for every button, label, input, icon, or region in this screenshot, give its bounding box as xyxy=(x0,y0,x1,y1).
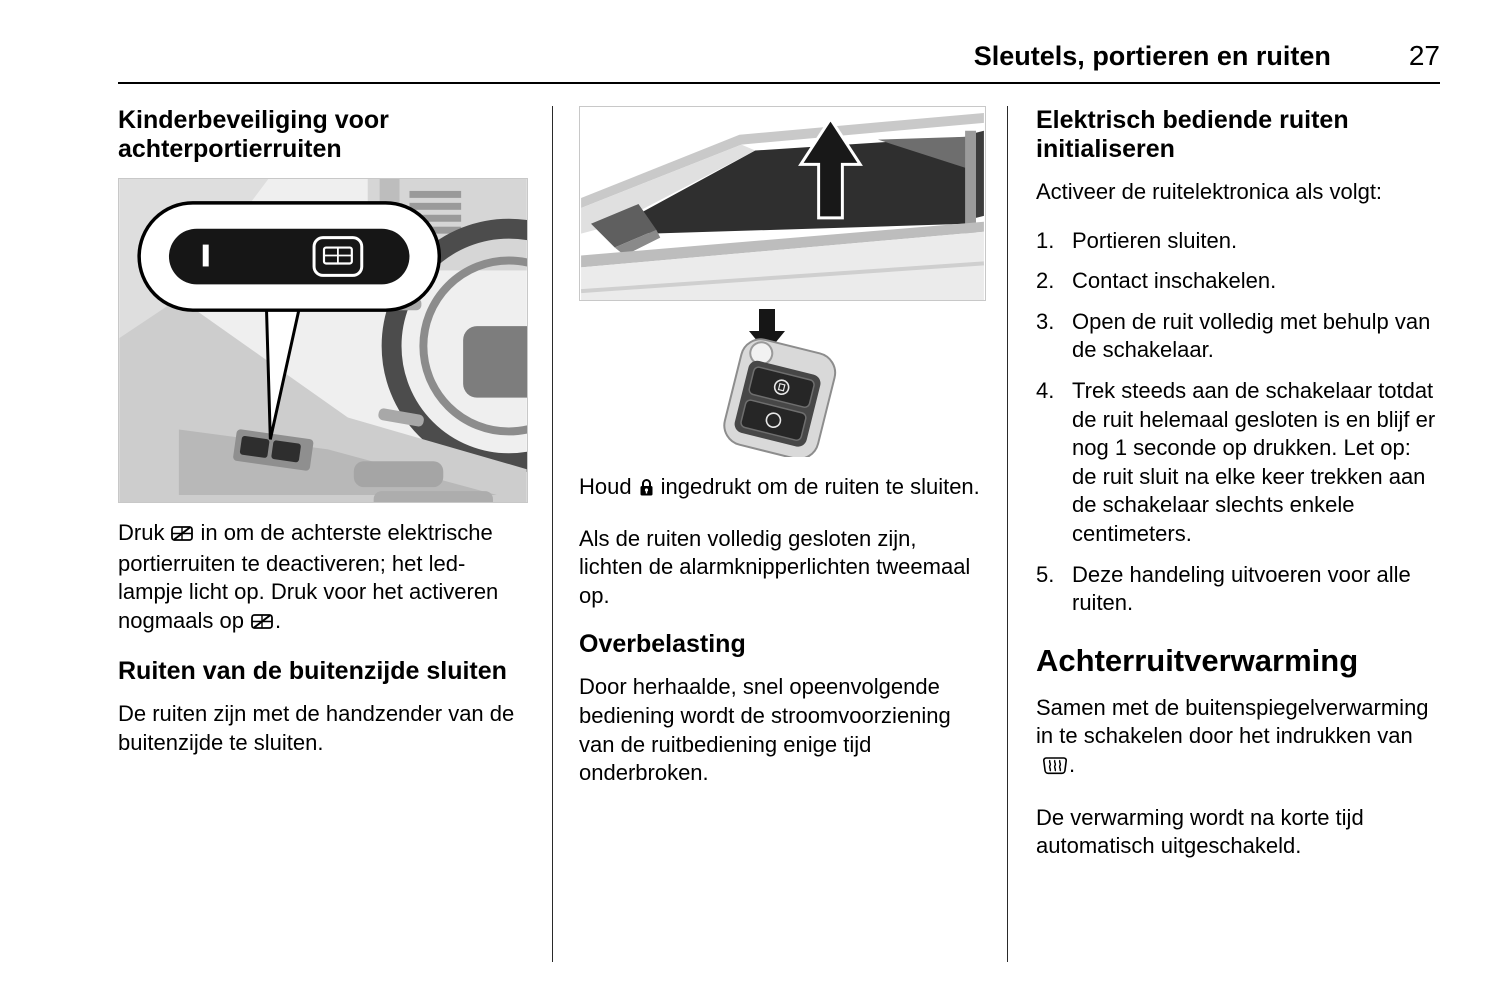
chapter-title: Sleutels, portieren en ruiten xyxy=(973,41,1331,71)
step-text: Trek steeds aan de schakelaar totdat de ruit helemaal gesloten is en blijf er nog 1 seconde op drukken. Let op: de ruit sluit na elke keer trekken aan de schakelaar slechts enkele centimeters. xyxy=(1072,377,1436,546)
step-number: 4. xyxy=(1036,377,1055,403)
step-text: Open de ruit volledig met behulp van de schakelaar. xyxy=(1072,308,1431,363)
list-item xyxy=(1036,267,1440,296)
list-item xyxy=(1036,308,1440,365)
hold-lock-paragraph xyxy=(579,473,985,505)
text-fragment: Samen met de buitenspiegelverwarming in te schakelen door het indrukken van xyxy=(1036,694,1429,749)
child-lock-paragraph xyxy=(118,519,528,637)
rear-heating-paragraph xyxy=(1036,694,1440,784)
step-text: Portieren sluiten. xyxy=(1072,227,1238,253)
step-text: Contact inschakelen. xyxy=(1072,268,1277,294)
remote-key-illustration xyxy=(579,307,985,457)
step-text: Deze handeling uitvoeren voor alle ruiten. xyxy=(1072,561,1411,616)
text-fragment: Druk xyxy=(118,520,165,545)
window-arrow-illustration xyxy=(579,106,985,301)
text-fragment: ingedrukt om de ruiten te sluiten. xyxy=(660,474,980,499)
auto-off-paragraph: De verwarming wordt na korte tijd automatisch uitgeschakeld. xyxy=(1036,804,1364,859)
door-panel-drawing xyxy=(118,178,528,503)
list-item xyxy=(1036,377,1440,549)
step-number: 2. xyxy=(1036,268,1055,294)
column-middle xyxy=(553,106,1007,962)
remote-key-drawing xyxy=(579,307,986,457)
heated-rear-window-icon xyxy=(1043,755,1067,784)
lock-closed-icon xyxy=(639,476,654,505)
heading-close-from-outside: Ruiten van de buitenzijde sluiten xyxy=(118,657,507,686)
text-fragment: in om de achterste elektrische portierruiten te deactiveren; het led-lampje licht op. Druk voor het activeren nogmaals op xyxy=(118,520,499,633)
initialise-steps xyxy=(1036,227,1440,618)
heading-child-lock: Kinderbeveiliging voor achterportierruiten xyxy=(118,106,389,163)
text-fragment: . xyxy=(274,607,282,633)
step-number: 1. xyxy=(1036,227,1055,253)
heading-overload: Overbelasting xyxy=(579,630,746,659)
step-number: 3. xyxy=(1036,308,1055,334)
rear-window-child-lock-icon xyxy=(171,521,193,550)
column-right xyxy=(1008,106,1440,962)
list-item xyxy=(1036,561,1440,618)
column-left xyxy=(118,106,552,962)
heading-initialise-windows: Elektrisch bediende ruiten initialiseren xyxy=(1036,106,1349,163)
overload-paragraph: Door herhaalde, snel opeenvolgende bediening wordt de stroomvoorziening van de ruitbediening enige tijd onderbroken. xyxy=(579,674,951,786)
text-fragment: Houd xyxy=(579,474,632,499)
door-panel-illustration xyxy=(118,178,528,503)
step-number: 5. xyxy=(1036,561,1055,587)
close-from-outside-paragraph: De ruiten zijn met de handzender van de buitenzijde te sluiten. xyxy=(118,701,515,755)
rear-window-child-lock-icon xyxy=(251,609,273,638)
page-header xyxy=(118,0,1440,84)
page-number: 27 xyxy=(1408,40,1440,71)
heading-rear-window-heating: Achterruitverwarming xyxy=(1036,642,1359,678)
list-item xyxy=(1036,227,1440,256)
content-columns xyxy=(118,106,1440,962)
text-fragment: . xyxy=(1069,752,1076,777)
window-arrow-drawing xyxy=(579,106,986,301)
hazard-flash-paragraph: Als de ruiten volledig gesloten zijn, lichten de alarmknipperlichten tweemaal op. xyxy=(579,525,971,608)
initialise-intro: Activeer de ruitelektronica als volgt: xyxy=(1036,179,1383,204)
